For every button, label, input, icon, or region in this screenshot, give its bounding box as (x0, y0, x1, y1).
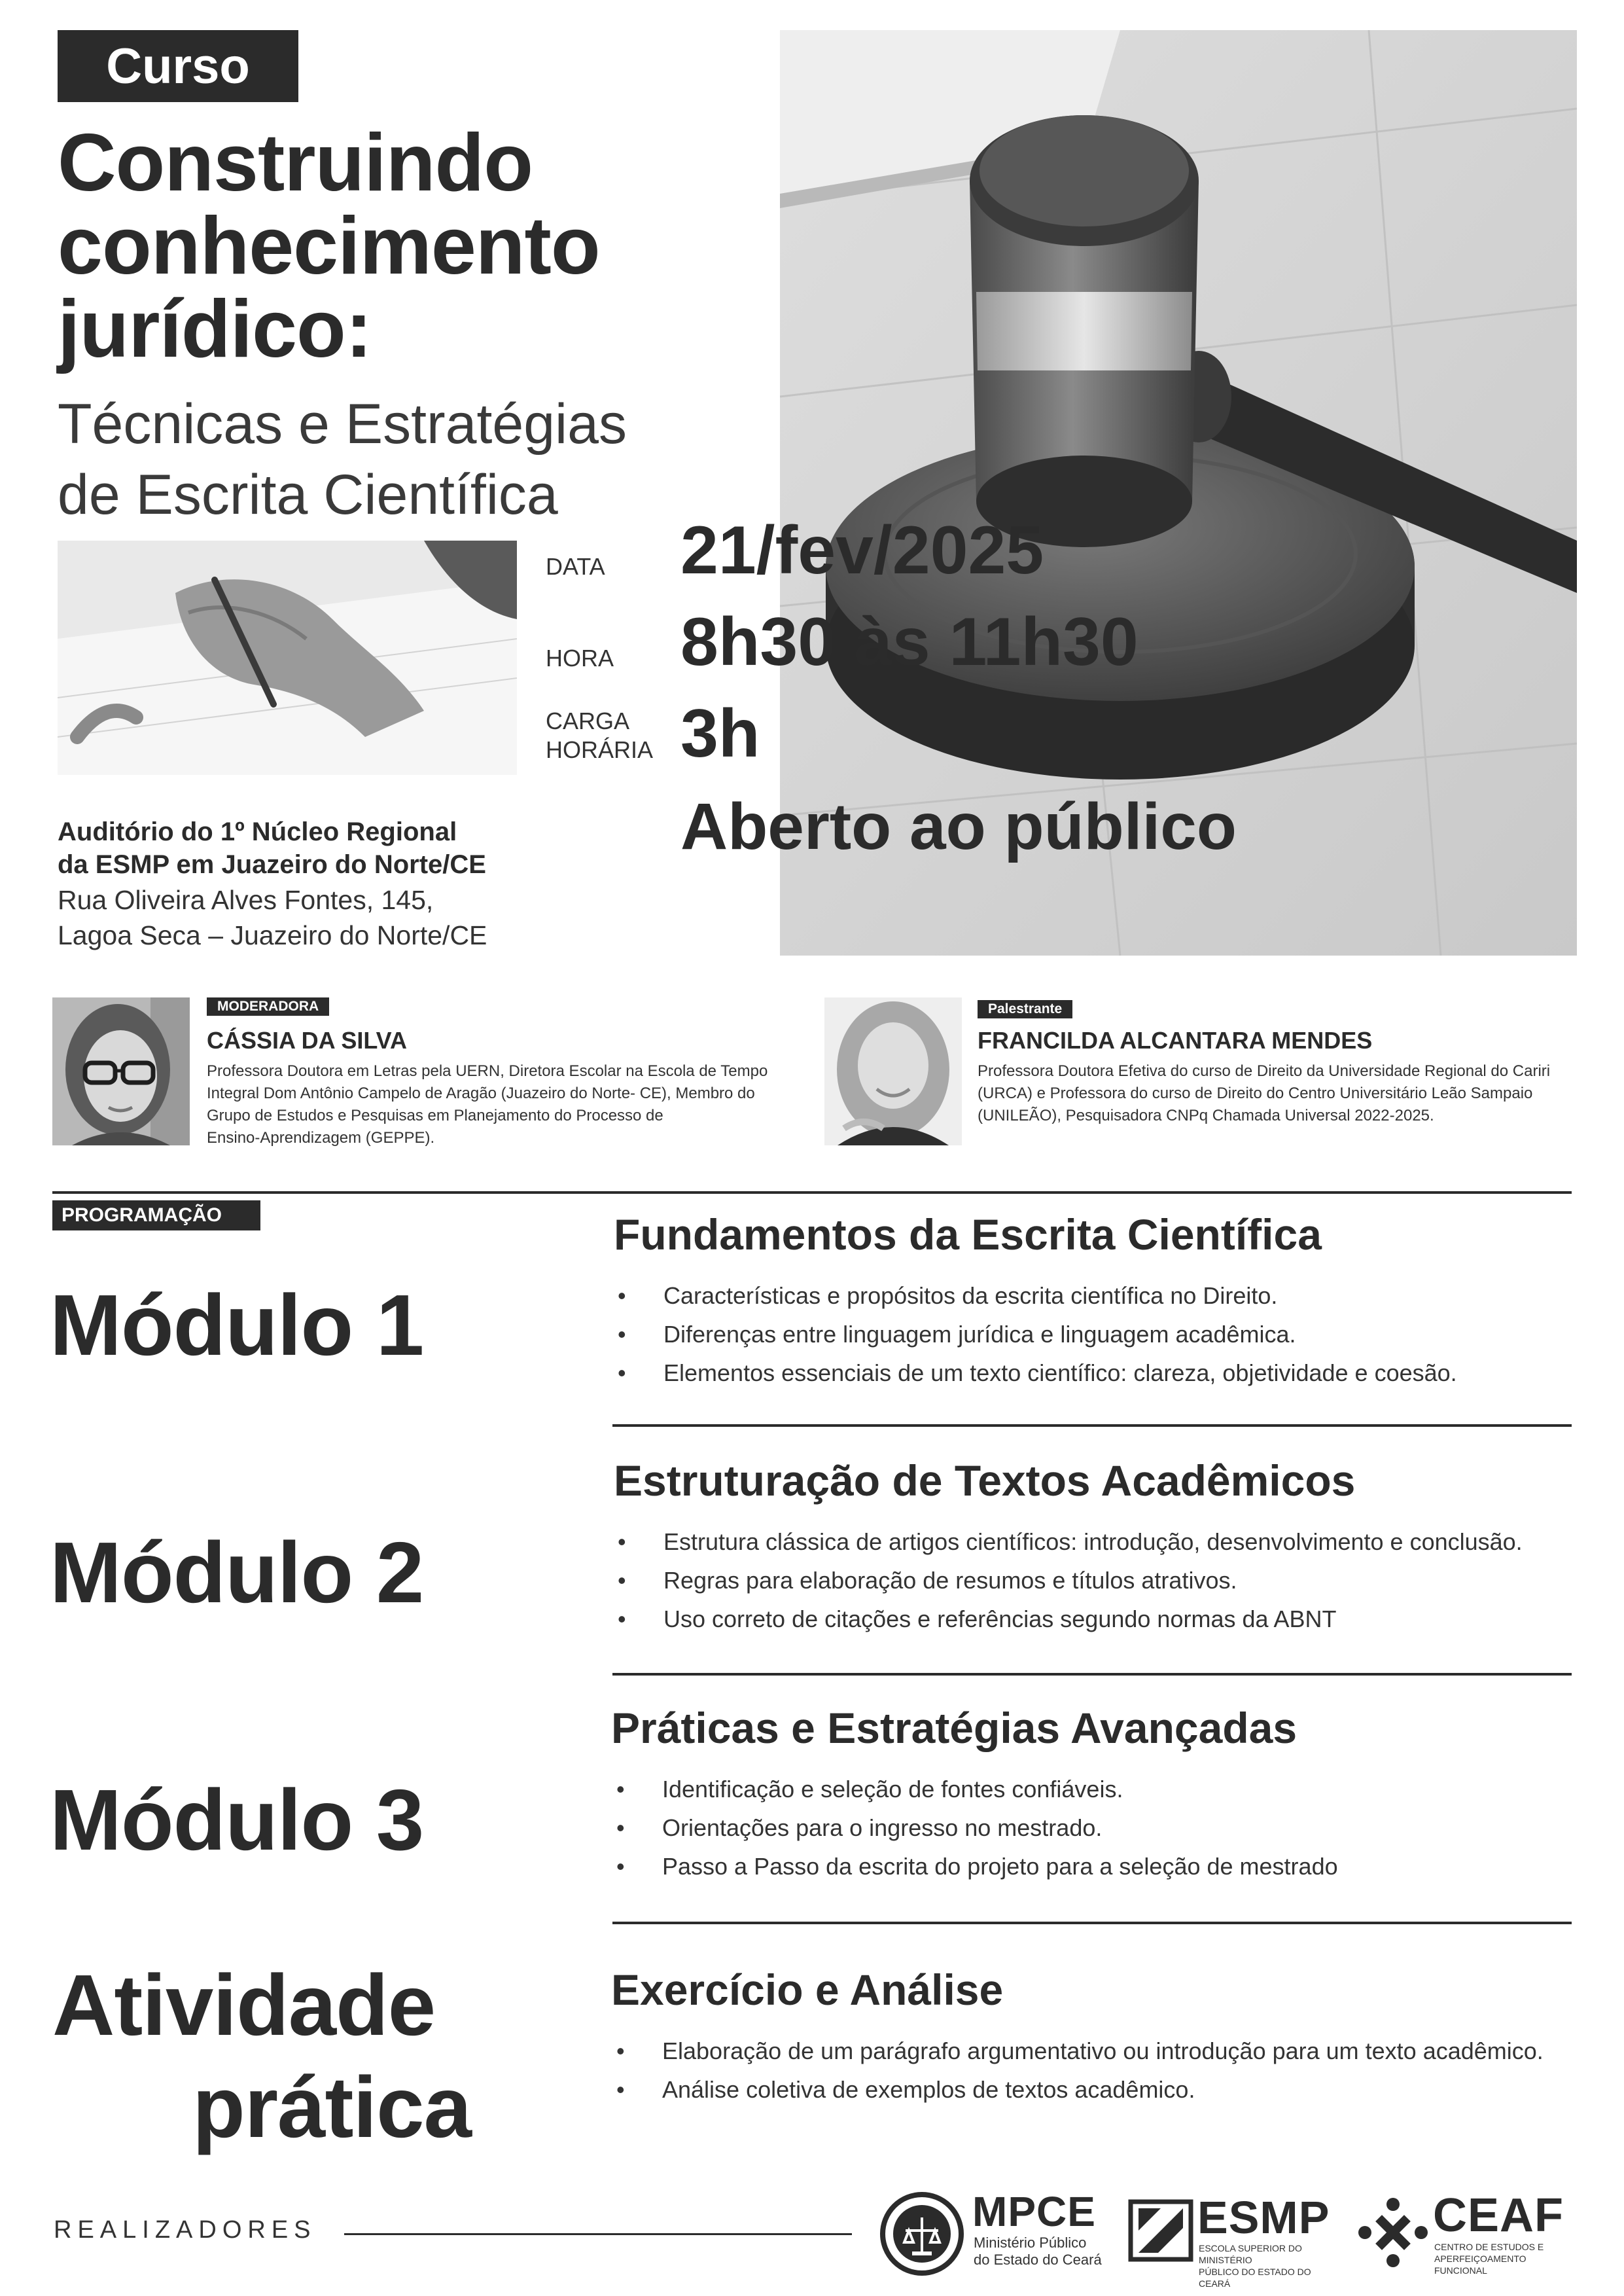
module-3-label: Módulo 3 (50, 1772, 424, 1868)
topic-item: • Análise coletiva de exemplos de textos acadêmico. (616, 2070, 1572, 2109)
subtitle-line: Técnicas e Estratégias (58, 393, 627, 456)
address-line: Lagoa Seca – Juazeiro do Norte/CE (58, 920, 487, 950)
logo-line: Ministério Público (974, 2234, 1087, 2251)
date-value: 21/fev/2025 (680, 512, 1044, 588)
date-label: DATA (546, 553, 605, 580)
venue-name (58, 816, 581, 881)
bio-line: Integral Dom Antônio Campelo de Aragão (Juazeiro do Norte- CE), Membro do (207, 1085, 755, 1102)
bio-line: Ensino-Aprendizagem (GEPPE). (207, 1129, 435, 1147)
role-label: MODERADORA (207, 997, 329, 1016)
ceaf-subtitle (1434, 2241, 1580, 2276)
program-top-rule (52, 1191, 1572, 1194)
logo-line: CENTRO DE ESTUDOS E (1434, 2242, 1544, 2252)
ceaf-name: CEAF (1433, 2189, 1564, 2242)
workload-label (546, 707, 653, 764)
speaker-photo (824, 997, 962, 1145)
subtitle-line: de Escrita Científica (58, 463, 558, 526)
practical-activity-topics (616, 2032, 1572, 2109)
topic-item: • Diferenças entre linguagem jurídica e linguagem acadêmica. (618, 1315, 1573, 1354)
label-line: Atividade (52, 1957, 436, 2053)
esmp-subtitle (1199, 2242, 1344, 2289)
speaker-role-tag (978, 1000, 1072, 1018)
time-value: 8h30 às 11h30 (680, 604, 1139, 680)
writing-illustration (58, 541, 517, 775)
module-divider (612, 1673, 1572, 1676)
course-tag: Curso (58, 30, 298, 102)
topic-item: • Elaboração de um parágrafo argumentativo ou introdução para um texto acadêmico. (616, 2032, 1572, 2070)
speaker-portrait (824, 997, 962, 1145)
mpce-name: MPCE (972, 2188, 1096, 2235)
mpce-subtitle (974, 2234, 1102, 2269)
module-2-topics (618, 1522, 1573, 1638)
moderator-photo (52, 997, 190, 1145)
workload-label-line: CARGA (546, 708, 630, 734)
logo-line: ESCOLA SUPERIOR DO MINISTÉRIO (1199, 2243, 1302, 2265)
moderator-portrait (52, 997, 190, 1145)
module-2-label: Módulo 2 (50, 1524, 424, 1621)
bio-line: Professora Doutora Efetiva do curso de Direito da Universidade Regional do Cariri (978, 1062, 1551, 1080)
topic-item: • Elementos essenciais de um texto científico: clareza, objetividade e coesão. (618, 1354, 1573, 1392)
esmp-emblem-icon (1128, 2199, 1193, 2262)
topic-item: • Identificação e seleção de fontes confiáveis. (616, 1770, 1572, 1808)
role-label: Palestrante (978, 1000, 1072, 1018)
practical-activity-title: Exercício e Análise (611, 1965, 1004, 2014)
esmp-logo (1128, 2192, 1344, 2289)
time-label: HORA (546, 645, 614, 672)
logo-line: do Estado do Ceará (974, 2251, 1102, 2268)
program-tag: PROGRAMAÇÃO (52, 1200, 260, 1230)
moderator-bio (207, 1060, 796, 1149)
bio-line: Grupo de Estudos e Pesquisas em Planejamento do Processo de (207, 1107, 663, 1124)
topic-item: • Características e propósitos da escrita científica no Direito. (618, 1276, 1573, 1315)
organizers-rule (344, 2233, 852, 2235)
ceaf-logo (1357, 2189, 1580, 2276)
workload-label-line: HORÁRIA (546, 736, 654, 763)
module-1-topics (618, 1276, 1573, 1392)
title-line: jurídico: (58, 284, 372, 374)
practical-activity-label (52, 1954, 471, 2159)
workload-value: 3h (680, 696, 760, 772)
course-title (58, 118, 751, 374)
title-line: Construindo (58, 118, 533, 208)
label-line: prática (192, 2059, 471, 2155)
writing-hand-photo (58, 541, 517, 775)
moderator-name: CÁSSIA DA SILVA (207, 1027, 408, 1054)
venue-line: Auditório do 1º Núcleo Regional (58, 817, 457, 846)
module-2-title: Estruturação de Textos Acadêmicos (614, 1456, 1356, 1505)
module-3-title: Práticas e Estratégias Avançadas (611, 1704, 1297, 1752)
address-line: Rua Oliveira Alves Fontes, 145, (58, 885, 434, 915)
topic-item: • Estrutura clássica de artigos científicos: introdução, desenvolvimento e conclusão. (618, 1522, 1573, 1561)
esmp-name: ESMP (1197, 2192, 1330, 2243)
audience-text: Aberto ao público (680, 790, 1237, 863)
topic-item: • Passo a Passo da escrita do projeto para a seleção de mestrado (616, 1847, 1572, 1886)
module-divider (612, 1922, 1572, 1924)
moderator-role-tag (207, 997, 329, 1016)
mpce-logo (879, 2188, 1121, 2276)
module-1-label: Módulo 1 (50, 1277, 424, 1373)
speaker-bio (978, 1060, 1586, 1127)
module-3-topics (616, 1770, 1572, 1886)
topic-item: • Orientações para o ingresso no mestrado. (616, 1808, 1572, 1847)
bio-line: Professora Doutora em Letras pela UERN, Diretora Escolar na Escola de Tempo (207, 1062, 768, 1080)
organizers-label: REALIZADORES (54, 2216, 317, 2244)
topic-item: • Uso correto de citações e referências segundo normas da ABNT (618, 1600, 1573, 1638)
venue-address (58, 882, 581, 953)
ceaf-emblem-icon (1357, 2197, 1429, 2269)
course-subtitle (58, 389, 777, 530)
speaker-name: FRANCILDA ALCANTARA MENDES (978, 1027, 1373, 1054)
module-divider (612, 1424, 1572, 1427)
logo-line: APERFEIÇOAMENTO FUNCIONAL (1434, 2253, 1527, 2276)
module-1-title: Fundamentos da Escrita Científica (614, 1210, 1322, 1259)
mpce-seal-icon (879, 2191, 964, 2276)
bio-line: (URCA) e Professora do curso de Direito do Centro Universitário Leão Sampaio (978, 1085, 1533, 1102)
topic-item: • Regras para elaboração de resumos e títulos atrativos. (618, 1561, 1573, 1600)
title-line: conhecimento (58, 201, 600, 291)
venue-line: da ESMP em Juazeiro do Norte/CE (58, 850, 486, 879)
logo-line: PÚBLICO DO ESTADO DO CEARÁ (1199, 2267, 1311, 2289)
bio-line: (UNILEÃO), Pesquisadora CNPq Chamada Universal 2022-2025. (978, 1107, 1434, 1124)
